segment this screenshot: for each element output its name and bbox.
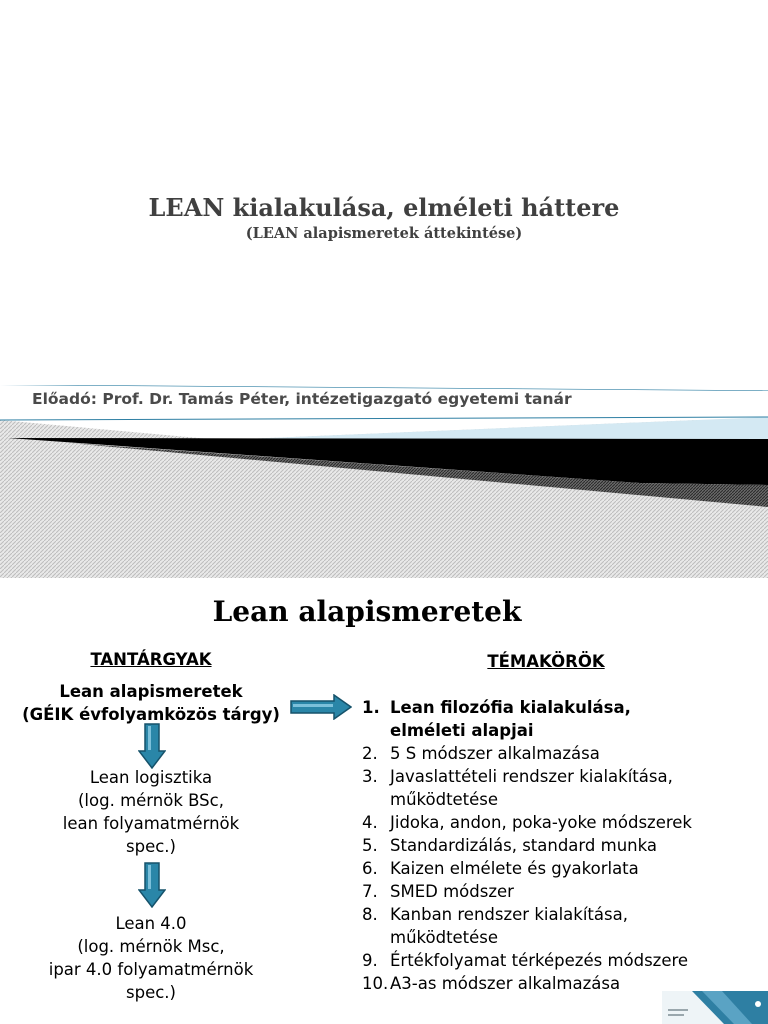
course-block [0, 912, 302, 1004]
course-description: (log. mérnök BSc, lean folyamatmérnök spec.) [62, 791, 240, 856]
topics-heading: TÉMAKÖRÖK [487, 652, 605, 671]
course-block [0, 680, 302, 726]
topic-text: Jidoka, andon, poka-yoke módszerek [390, 813, 692, 832]
topic-text: Standardizálás, standard munka [390, 836, 657, 855]
topic-text: SMED módszer [390, 882, 514, 901]
topic-text: 5 S módszer alkalmazása [390, 744, 600, 763]
topic-text: Kanban rendszer kialakítása, működtetése [390, 905, 628, 947]
right-arrow-icon [290, 694, 352, 720]
topic-item: 3. Javaslattételi rendszer kialakítása, működtetése [362, 767, 673, 809]
topic-text: A3-as módszer alkalmazása [390, 974, 621, 993]
content-slide [0, 578, 768, 1024]
topic-text: Javaslattételi rendszer kialakítása, működtetése [390, 767, 673, 809]
course-block [0, 766, 302, 858]
course-description: (GÉIK évfolyamközös tárgy) [22, 705, 280, 724]
topic-text: Kaizen elmélete és gyakorlata [390, 859, 639, 878]
topic-item: 5. Standardizálás, standard munka [362, 836, 657, 855]
topic-item: 9. Értékfolyamat térképezés módszere [362, 951, 689, 970]
topic-item: 1. Lean filozófia kialakulása, elméleti alapjai [362, 698, 631, 740]
presenter-line: Előadó: Prof. Dr. Tamás Péter, intézetigazgató egyetemi tanár [32, 390, 572, 408]
topic-text: Lean filozófia kialakulása, elméleti alapjai [390, 698, 631, 740]
slide-title: LEAN kialakulása, elméleti háttere [148, 193, 620, 222]
topic-item: 8. Kanban rendszer kialakítása, működtetése [362, 905, 628, 947]
down-arrow-icon [138, 723, 166, 769]
slide-title: Lean alapismeretek [212, 595, 522, 628]
decorative-band [0, 385, 768, 578]
topic-item: 7. SMED módszer [362, 882, 514, 901]
topic-item: 10. A3-as módszer alkalmazása [362, 974, 621, 993]
topic-item: 2. 5 S módszer alkalmazása [362, 744, 600, 763]
topics-list [362, 696, 692, 995]
course-name: Lean logisztika [89, 768, 213, 787]
courses-heading: TANTÁRGYAK [90, 650, 212, 669]
slide-subtitle: (LEAN alapismeretek áttekintése) [245, 225, 523, 242]
topic-item: 4. Jidoka, andon, poka-yoke módszerek [362, 813, 692, 832]
slide-thumbnail [662, 991, 768, 1024]
course-description: (log. mérnök Msc, ipar 4.0 folyamatmérnök spec.) [48, 937, 254, 1002]
topic-text: Értékfolyamat térképezés módszere [390, 951, 689, 970]
course-name: Lean alapismeretek [59, 682, 243, 701]
topic-item: 6. Kaizen elmélete és gyakorlata [362, 859, 639, 878]
down-arrow-icon [138, 862, 166, 908]
course-name: Lean 4.0 [115, 914, 187, 933]
